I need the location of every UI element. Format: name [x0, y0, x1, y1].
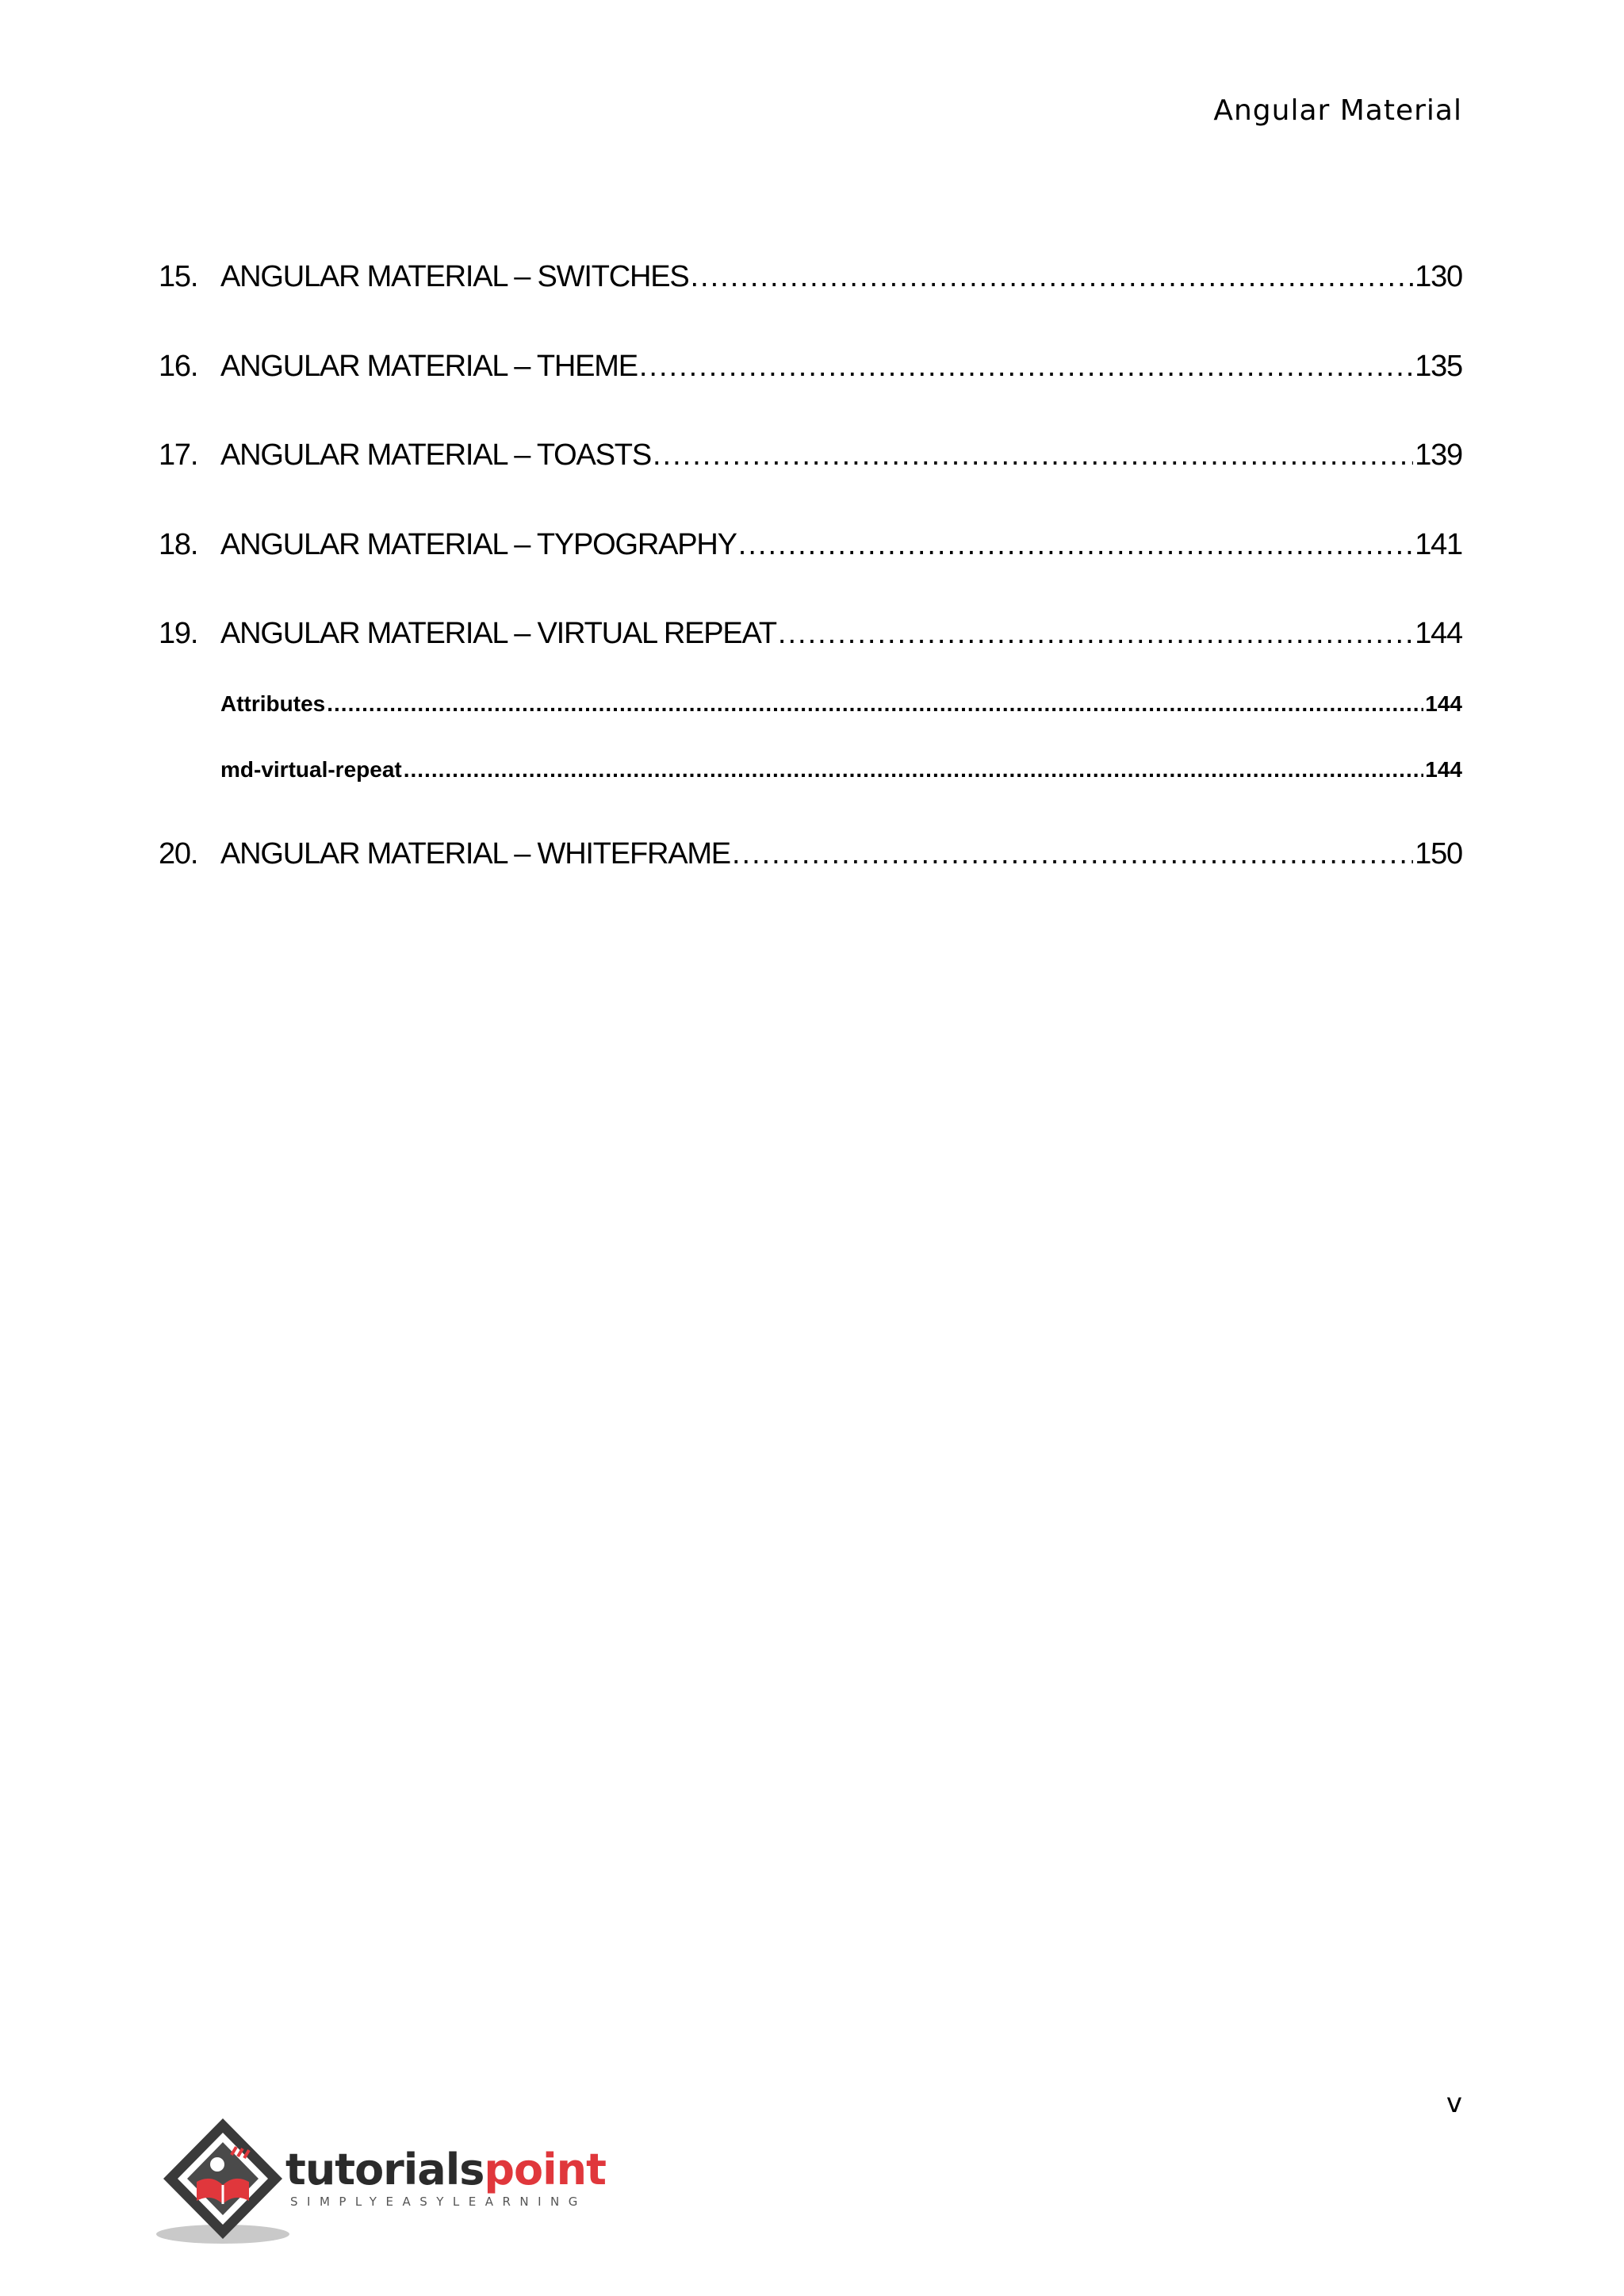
- toc-dot-leader: [732, 837, 1413, 871]
- toc-entry-page: 141: [1415, 528, 1462, 561]
- toc-entry[interactable]: [159, 837, 1462, 871]
- toc-entry-title: ANGULAR MATERIAL – WHITEFRAME: [220, 837, 730, 871]
- toc-entry-title: ANGULAR MATERIAL – VIRTUAL REPEAT: [220, 617, 776, 650]
- toc-entry-page: 144: [1425, 757, 1462, 782]
- logo-emblem-icon: [155, 2115, 290, 2250]
- toc-dot-leader: [690, 260, 1413, 294]
- toc-entry-page: 130: [1415, 260, 1462, 293]
- toc-entry[interactable]: [159, 260, 1462, 294]
- toc-dot-leader: [327, 691, 1423, 717]
- logo-wordmark: [285, 2145, 606, 2195]
- toc-dot-leader: [404, 757, 1424, 783]
- toc-entry-title: ANGULAR MATERIAL – TOASTS: [220, 438, 651, 472]
- toc-entry-number: 16.: [159, 350, 198, 383]
- logo-tagline: SIMPLYEASYLEARNING: [290, 2195, 587, 2209]
- toc-entry[interactable]: [159, 528, 1462, 562]
- toc-dot-leader: [778, 617, 1413, 651]
- running-header: Angular Material: [1213, 94, 1462, 127]
- toc-entry-number: 15.: [159, 260, 198, 293]
- toc-entry[interactable]: [159, 438, 1462, 473]
- toc-entry-page: 144: [1425, 691, 1462, 716]
- toc-entry[interactable]: [159, 350, 1462, 384]
- toc-entry-title: md-virtual-repeat: [220, 757, 402, 782]
- toc-entry-number: 19.: [159, 617, 198, 650]
- toc-dot-leader: [639, 350, 1413, 384]
- logo-wordmark-part1: tutorials: [285, 2145, 485, 2195]
- toc-entry-number: 20.: [159, 837, 198, 871]
- toc-entry-title: ANGULAR MATERIAL – TYPOGRAPHY: [220, 528, 737, 561]
- toc-dot-leader: [653, 438, 1413, 473]
- toc-subentry[interactable]: [159, 757, 1462, 783]
- page-number: v: [1446, 2087, 1462, 2119]
- toc-entry[interactable]: [159, 617, 1462, 651]
- toc-entry-title: ANGULAR MATERIAL – SWITCHES: [220, 260, 689, 293]
- toc-dot-leader: [738, 528, 1413, 562]
- toc-entry-title: Attributes: [220, 691, 326, 716]
- toc-subentry[interactable]: [159, 691, 1462, 717]
- toc-entry-title: ANGULAR MATERIAL – THEME: [220, 350, 638, 383]
- toc-entry-page: 135: [1415, 350, 1462, 383]
- logo-wordmark-part2: point: [484, 2145, 606, 2195]
- toc-entry-page: 144: [1415, 617, 1462, 650]
- toc-entry-number: 17.: [159, 438, 198, 472]
- tutorialspoint-logo: [155, 2115, 606, 2250]
- toc-entry-number: 18.: [159, 528, 198, 561]
- toc-entry-page: 139: [1415, 438, 1462, 472]
- toc-entry-page: 150: [1415, 837, 1462, 871]
